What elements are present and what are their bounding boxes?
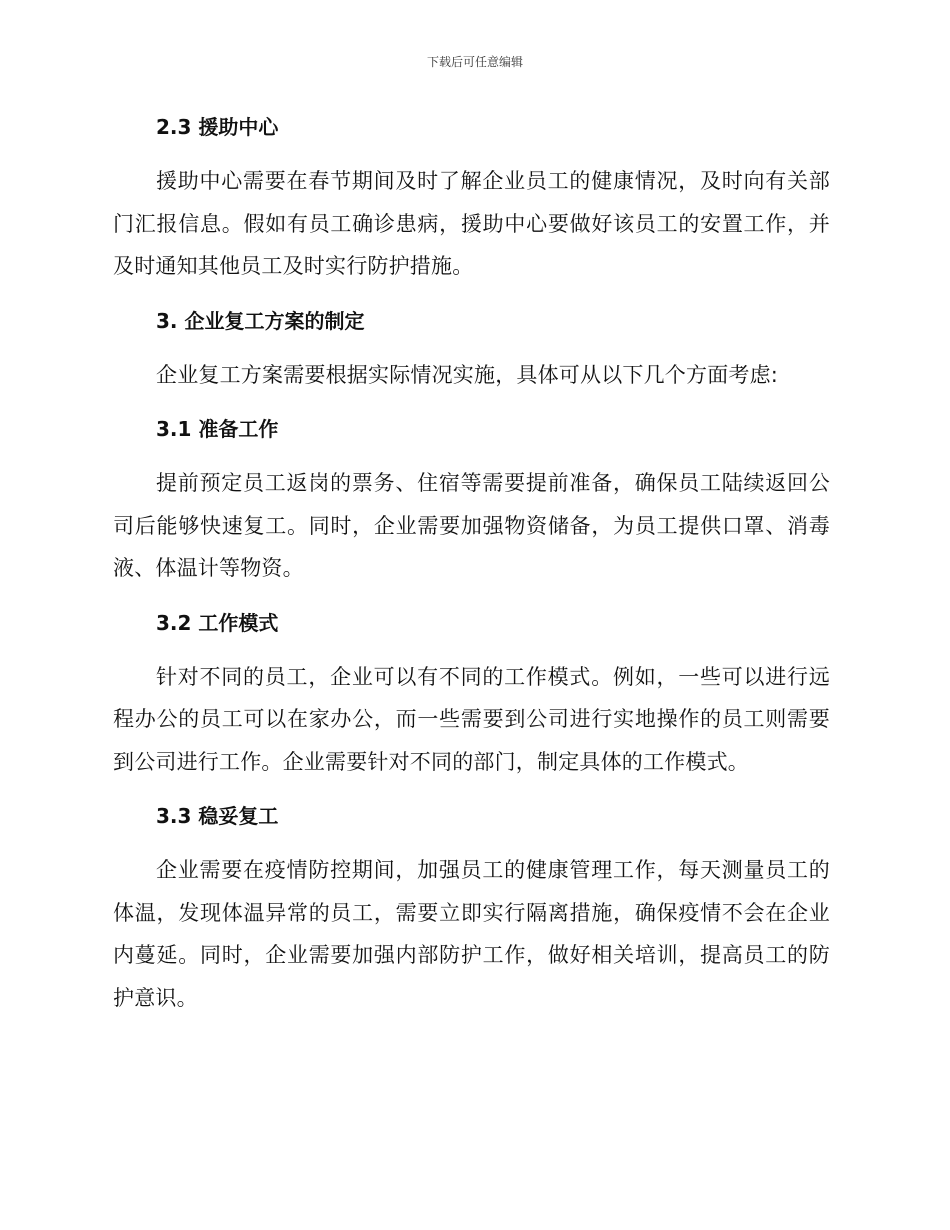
section-paragraph-3-3: 企业需要在疫情防控期间，加强员工的健康管理工作，每天测量员工的体温，发现体温异常的员工，需要立即实行隔离措施，确保疫情不会在企业内蔓延。同时，企业需要加强内部防护工作，做好相关培训，提高员工的防护意识。 <box>113 858 830 1010</box>
section-heading-3-2: 3.2 工作模式 <box>156 610 279 635</box>
section-paragraph-3: 企业复工方案需要根据实际情况实施，具体可从以下几个方面考虑: <box>156 362 779 387</box>
section-heading-3-3: 3.3 稳妥复工 <box>156 804 279 828</box>
section-heading-3-1: 3.1 准备工作 <box>156 417 279 441</box>
section-heading-2-3: 2.3 援助中心 <box>156 115 279 139</box>
section-heading-3: 3. 企业复工方案的制定 <box>156 308 365 333</box>
document-body <box>113 106 830 1031</box>
section-paragraph-2-3: 援助中心需要在春节期间及时了解企业员工的健康情况，及时向有关部门汇报信息。假如有员工确诊患病，援助中心要做好该员工的安置工作，并及时通知其他员工及时实行防护措施。 <box>113 169 830 278</box>
page-header-note: 下载后可任意编辑 <box>426 55 523 69</box>
section-paragraph-3-1: 提前预定员工返岗的票务、住宿等需要提前准备，确保员工陆续返回公司后能够快速复工。同时，企业需要加强物资储备，为员工提供口罩、消毒液、体温计等物资。 <box>113 471 830 580</box>
section-paragraph-3-2: 针对不同的员工，企业可以有不同的工作模式。例如，一些可以进行远程办公的员工可以在家办公，而一些需要到公司进行实地操作的员工则需要到公司进行工作。企业需要针对不同的部门，制定具体的工作模式。 <box>113 664 830 774</box>
